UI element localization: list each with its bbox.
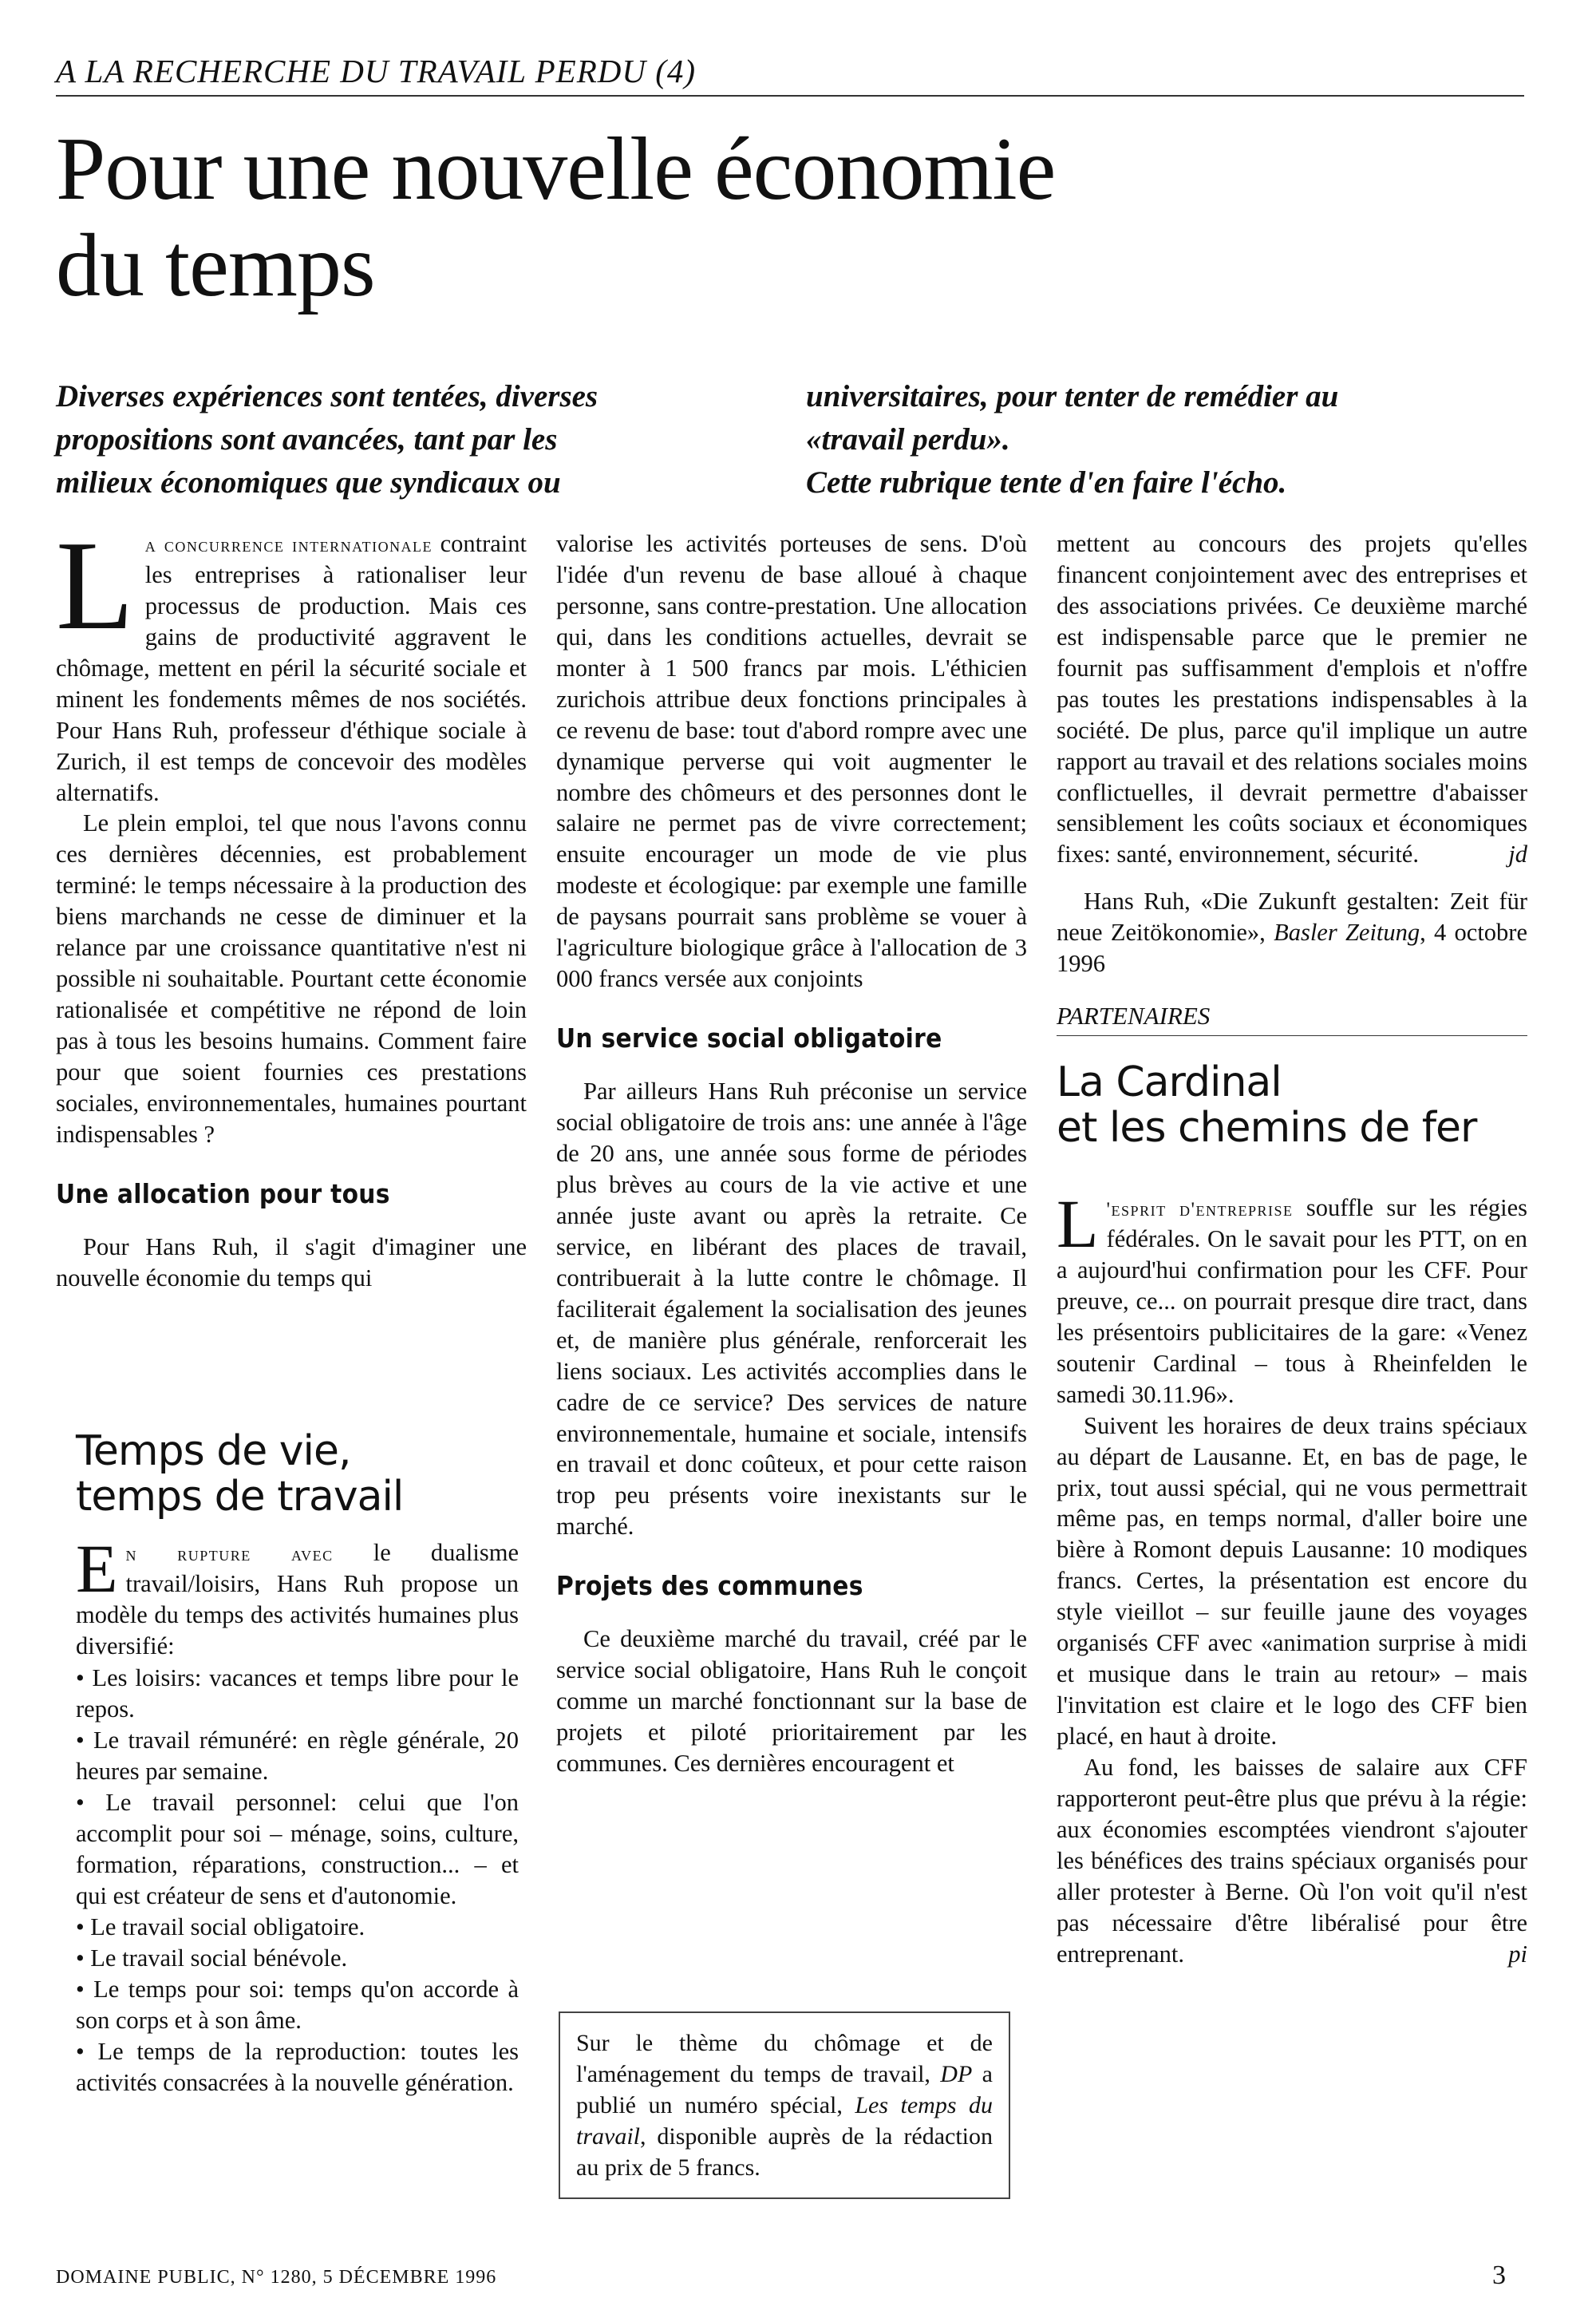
standfirst-line: Cette rubrique tente d'en faire l'écho. — [806, 465, 1287, 500]
paragraph: Suivent les horaires de deux trains spéciaux au départ de Lausanne. Et, en bas de page, le prix, tout aussi spécial, qui ne vous permettrait même pas, en temps normal, d'aller boire une bière à Romont depuis Lausanne: 10 modiques francs. Certes, la présentation est encore du style vieillot – sur feuille jaune des voyages organisés CFF avec «animation surprise à midi et musique dans le train au retour» – mais l'invitation est claire et le logo des CFF bien placé, en haut à droite. — [1057, 1411, 1527, 1750]
page-number: 3 — [1492, 2261, 1506, 2290]
note-text: Sur le thème du chômage et de l'aménagement du temps de travail, — [576, 2030, 993, 2087]
standfirst-line: universitaires, pour tenter de remédier au — [806, 379, 1339, 413]
list-item: • Le temps de la reproduction: toutes les activités consacrées à la nouvelle génération. — [76, 2037, 519, 2096]
paragraph — [1057, 1185, 1528, 1410]
sidebar-title — [76, 1429, 519, 1520]
column-3 — [1057, 528, 1527, 1970]
standfirst-right — [806, 375, 1524, 504]
partners-title-line-1: La Cardinal — [1057, 1058, 1282, 1106]
paragraph-text: Au fond, les baisses de salaire aux CFF rapporteront peut-être plus que prévu à la régie: aux économies escomptées viendront s'ajouter les bénéfices des trains spéciaux organisés pour aller protester à Berne. Où l'on voit qu'il n'est pas nécessaire d'être libéralisé pour être entreprenant. — [1057, 1753, 1527, 1968]
partners-rubric: PARTENAIRES — [1057, 1000, 1527, 1036]
paragraph: valorise les activités porteuses de sens. D'où l'idée d'un revenu de base alloué à chaque personne, sans contre-prestation. Une allocation qui, dans les conditions actuelles, devrait se monter à 1 500 francs par mois. L'éthicien zurichois attribue deux fonctions principales à ce revenu de base: tout d'abord rompre avec une dynamique perverse qui voit augmenter le nombre des chômeurs et des personnes dont le salaire ne permet pas de vivre correctement; ensuite encourager un mode de vie plus modeste et écologique: par exemple une famille de paysans pourrait sans problème se vouer à l'agriculture biologique grâce à l'allocation de 3 000 francs versée aux conjoints — [556, 530, 1027, 993]
author-signature: jd — [1508, 841, 1527, 868]
list-item: • Le travail social bénévole. — [76, 1944, 348, 1972]
list-item: • Le travail personnel: celui que l'on accomplit pour soi – ménage, soins, culture, formation, réparations, construction... – et qui est créateur de sens et d'autonomie. — [76, 1788, 519, 1909]
standfirst-line: «travail perdu». — [806, 421, 1010, 457]
sidebar-title-line-1: Temps de vie, — [76, 1427, 351, 1475]
paragraph — [56, 514, 527, 808]
note-text: , disponible auprès de la rédaction au prix de 5 francs. — [576, 2123, 993, 2181]
column-2 — [556, 528, 1027, 1779]
sidebar-intro — [76, 1530, 519, 1662]
standfirst-line: Diverses expériences sont tentées, diverses — [56, 379, 598, 413]
paragraph: Pour Hans Ruh, il s'agit d'imaginer une nouvelle économie du temps qui — [56, 1232, 527, 1292]
column-1 — [56, 514, 527, 1294]
footer-publication: DOMAINE PUBLIC, N° 1280, 5 DÉCEMBRE 1996 — [56, 2267, 497, 2288]
partners-title-line-2: et les chemins de fer — [1057, 1103, 1477, 1152]
paragraph — [1057, 528, 1527, 870]
drop-cap: E — [76, 1530, 118, 1608]
list-item: • Le temps pour soi: temps qu'on accorde à son corps et à son âme. — [76, 1975, 519, 2034]
subheading: Une allocation pour tous — [56, 1177, 390, 1209]
paragraph-text: le dualisme travail/loisirs, Hans Ruh propose un modèle du temps des activités humaines plus diversifié: — [76, 1539, 519, 1660]
paragraph-text: contraint les entreprises à rationaliser leur processus de production. Mais ces gains de productivité aggravent le chômage, mettent en péril la sécurité sociale et minent les fondements mêmes de nos sociétés. Pour Hans Ruh, professeur d'éthique sociale à Zurich, il est temps de concevoir des modèles alternatifs. — [56, 530, 527, 806]
note-dp: DP — [940, 2061, 973, 2087]
headline-line-2: du temps — [56, 216, 375, 315]
lead-smallcaps: a concurrence internationale — [144, 535, 433, 556]
note-publication-title: Les temps du travail — [576, 2092, 993, 2150]
lead-smallcaps: n rupture avec — [125, 1544, 334, 1566]
headline-line-1: Pour une nouvelle économie — [56, 120, 1056, 219]
list-item: • Le travail social obligatoire. — [76, 1913, 365, 1940]
sidebar-body — [76, 1530, 519, 2098]
list-item: • Les loisirs: vacances et temps libre pour le repos. — [76, 1663, 519, 1723]
paragraph: Le plein emploi, tel que nous l'avons connu ces dernières décennies, est probablement terminé: le temps nécessaire à la production des biens marchands ne cesse de diminuer et la relance par une croissance quantitative n'est ni possible ni souhaitable. Pourtant cette économie rationalisée et compétitive ne répond de loin pas à tous les besoins humains. Comment faire pour que soient fournies ces prestations sociales, environnementales, humaines pourtant indispensables ? — [56, 809, 527, 1148]
headline — [56, 121, 1540, 314]
note-text: a publié un numéro spécial, — [576, 2061, 993, 2118]
paragraph: Par ailleurs Hans Ruh préconise un service social obligatoire de trois ans: une année à l'âge de 20 ans, une année sous forme de périodes plus brèves au cours de la vie active et une année juste avant ou après la retraite. Ce service, en libérant des places de travail, contribuerait à la lutte contre le chômage. Il faciliterait également la socialisation des jeunes et, de manière plus générale, renforcerait les liens sociaux. Les activités accomplies dans le cadre de ce service? Des services de nature environnementale, humaine et sociale, intensifs en travail et donc coûteux, et pour cette raison trop peu présents voire inexistants sur le marché. — [556, 1078, 1027, 1541]
author-signature: pi — [1508, 1940, 1527, 1968]
standfirst-line: propositions sont avancées, tant par les — [56, 421, 558, 457]
list-item: • Le travail rémunéré: en règle générale, 20 heures par semaine. — [76, 1726, 519, 1785]
drop-cap: L — [56, 514, 134, 656]
paragraph: Ce deuxième marché du travail, créé par le service social obligatoire, Hans Ruh le conçoit comme un marché fonctionnant sur la base de projets et piloté prioritairement par les communes. Ces dernières encouragent et — [556, 1625, 1027, 1778]
sidebar-box — [76, 1429, 519, 2098]
paragraph — [1057, 1752, 1527, 1970]
paragraph-text: souffle sur les régies fédérales. On le savait pour les PTT, on en a aujourd'hui confirmation pour les CFF. Pour preuve, ce... on pourrait presque dire tract, dans les présentoirs publicitaires de la gare: «Venez soutenir Cardinal – tous à Rheinfelden le samedi 30.11.96». — [1057, 1194, 1528, 1408]
subheading: Un service social obligatoire — [556, 1023, 942, 1054]
note-box — [559, 2011, 1010, 2199]
paragraph-text: mettent au concours des projets qu'elles financent conjointement avec des entreprises et des associations privées. Ce deuxième marché est indispensable parce que le premier ne fournit pas suffisamment d'emplois et n'offre pas toutes les prestations indispensables à la société. De plus, parce qu'il implique un autre rapport au travail et des relations sociales moins conflictuelles, il devrait permettre d'abaisser sensiblement les coûts sociaux et économiques fixes: santé, environnement, sécurité. — [1057, 530, 1527, 868]
lead-smallcaps: 'esprit d'entreprise — [1106, 1199, 1294, 1221]
reference-text: Hans Ruh, «Die Zukunft gestalten: Zeit für neue Zeitökonomie», — [1057, 888, 1527, 947]
standfirst-line: milieux économiques que syndicaux ou — [56, 465, 561, 500]
drop-cap: L — [1057, 1185, 1099, 1263]
section-rubric: A LA RECHERCHE DU TRAVAIL PERDU (4) — [56, 53, 1524, 97]
reference-source: Basler Zeitung — [1274, 919, 1420, 947]
subheading: Projets des communes — [556, 1570, 863, 1602]
reference — [1057, 886, 1527, 979]
partners-title — [1057, 1060, 1527, 1151]
sidebar-title-line-2: temps de travail — [76, 1473, 404, 1521]
reference-text: , 4 octobre 1996 — [1057, 919, 1527, 978]
standfirst-left — [56, 375, 774, 504]
